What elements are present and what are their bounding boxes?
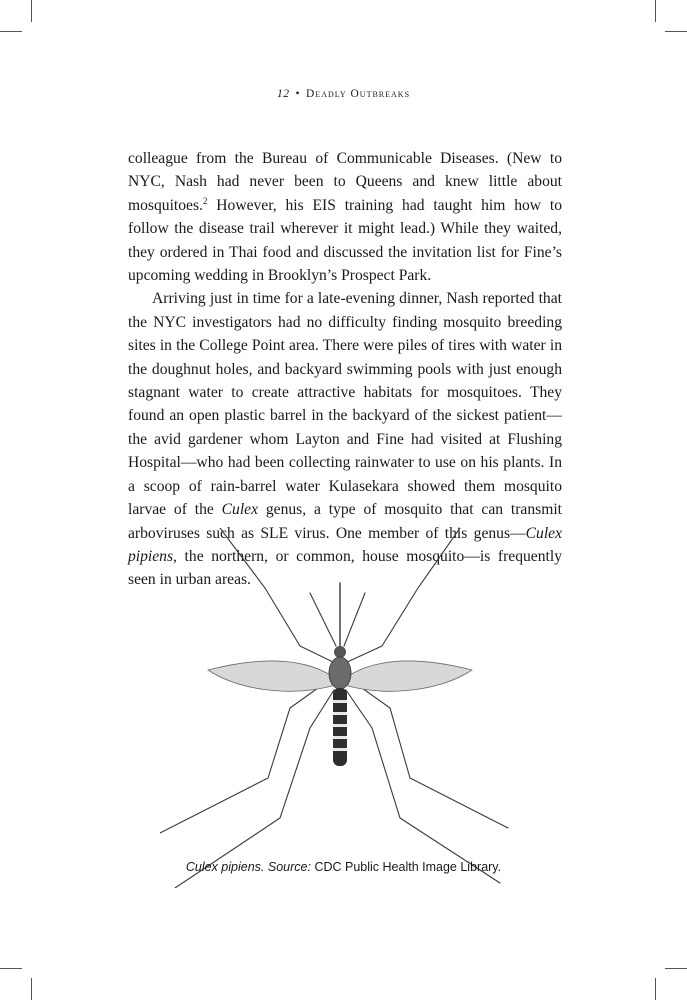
crop-mark-right-lower (665, 968, 687, 969)
crop-mark-bottom-left (31, 978, 32, 1000)
footnote-ref-2[interactable]: 2 (202, 195, 208, 206)
crop-mark-top-left (31, 0, 32, 22)
crop-mark-right-upper (665, 31, 687, 32)
mosquito-illustration (160, 528, 520, 888)
leg-hind-right (346, 690, 500, 883)
figure-caption (0, 860, 687, 874)
crop-mark-left-lower (0, 968, 22, 969)
running-head-bullet: • (295, 88, 300, 100)
caption-source-label: Source: (267, 860, 311, 874)
leg-hind-left (175, 690, 334, 888)
leg-mid-left (160, 678, 332, 833)
paragraph-1-text-b: However, his EIS training had taught him how to follow the disease trail wherever it might lead.) While they waited, they ordered in Thai food and discussed the invitation list for Fine’s upcoming wedding in Brooklyn’s Prospect Park. (128, 196, 562, 285)
paragraph-1-text-a: colleague from the Bureau of Communicable Diseases. (New to NYC, Nash had never been to Queens and knew little about mosquitoes. (128, 150, 562, 214)
running-head (0, 88, 687, 100)
caption-source: CDC Public Health Image Library. (314, 860, 502, 874)
crop-mark-left-upper (0, 31, 22, 32)
wing-right (348, 661, 472, 691)
antenna-left (310, 593, 336, 646)
mosquito-thorax (329, 657, 351, 689)
leg-front-right (345, 528, 460, 663)
body-text (128, 147, 562, 592)
genus-name: Culex (221, 501, 259, 519)
running-head-title: Deadly Outbreaks (306, 88, 411, 100)
leg-mid-right (348, 678, 508, 828)
crop-mark-bottom-right (655, 978, 656, 1000)
caption-species: Culex pipiens. (185, 860, 265, 874)
mosquito-head (334, 646, 346, 658)
antenna-right (344, 593, 365, 646)
paragraph-2-text-a: Arriving just in time for a late-evening dinner, Nash reported that the NYC investigators had no difficulty finding mosquito breeding sites in the College Point area. There were piles of tires with water in the doughnut holes, and backyard swimming pools with just enough stagnant water to create attractive habitats for mosquitoes. They found an open plastic barrel in the backyard of the sickest patient—the avid gardener whom Layton and Fine had visited at Flushing Hospital—who had been collecting rainwater to use on his plants. In a scoop of rain-barrel water Kulasekara showed them mosquito larvae of the (128, 290, 562, 519)
leg-front-left (220, 528, 335, 663)
species-name: Culex pipiens (128, 524, 562, 565)
paragraph-1 (128, 147, 562, 287)
crop-mark-top-right (655, 0, 656, 22)
page-number: 12 (276, 88, 290, 100)
paragraph-2-text-b: genus, a type of mosquito that can transmit arboviruses such as SLE virus. One member of this genus— (128, 501, 562, 542)
wing-left (208, 661, 332, 691)
paragraph-2-text-c: , the northern, or common, house mosquito—is frequently seen in urban areas. (128, 547, 562, 589)
